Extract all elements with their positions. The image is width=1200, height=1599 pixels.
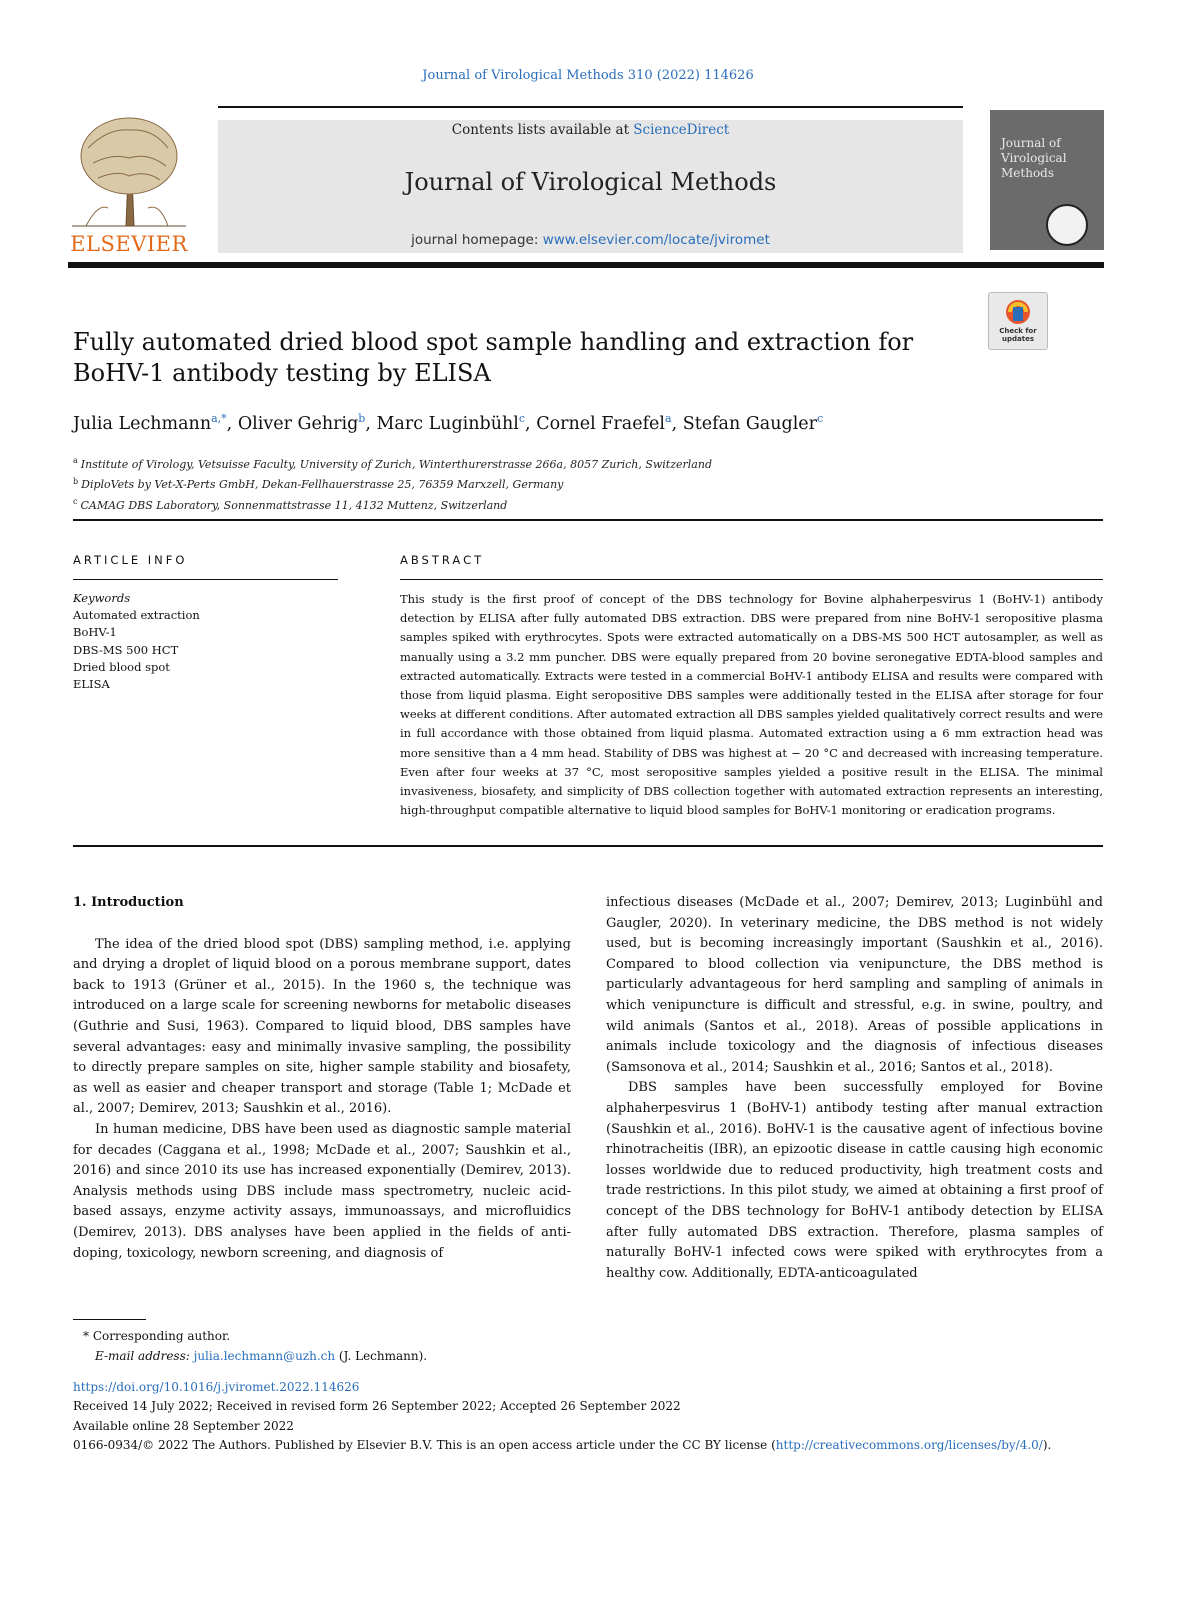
keyword-item: ELISA — [73, 677, 110, 692]
running-head[interactable]: Journal of Virological Methods 310 (2022) 114626 — [422, 68, 754, 83]
author-name[interactable]: Oliver Gehrig — [237, 413, 359, 434]
corresponding-author-note: * Corresponding author. — [83, 1329, 231, 1343]
keyword-item: Automated extraction — [73, 608, 200, 623]
affiliation-text: Institute of Virology, Vetsuisse Faculty, University of Zurich, Winterthurerstrasse 266a, 8057 Zurich, Switzerland — [80, 457, 712, 471]
email-line — [73, 1346, 427, 1366]
author-affiliation-marker[interactable]: b — [358, 412, 366, 425]
masthead-top-rule — [218, 106, 963, 108]
elsevier-logo[interactable] — [68, 108, 190, 256]
contents-prefix: Contents lists available at — [451, 122, 634, 138]
author-name[interactable]: Marc Luginbühl — [376, 413, 519, 434]
cover-badge-icon — [1046, 204, 1088, 246]
author-affiliation-marker[interactable]: a — [665, 412, 672, 425]
keywords-label: Keywords — [73, 591, 131, 605]
article-info-heading: ARTICLE INFO — [73, 553, 188, 567]
intro-paragraph-1: The idea of the dried blood spot (DBS) sampling method, i.e. applying and drying a droplet of liquid blood on a porous membrane support, dates back to 1913 (Grüner et al., 2015). In the 1960 s, the technique was introduced on a large scale for screening newborns for metabolic diseases (Guthrie and Susi, 1963). Compared to liquid blood, DBS samples have several advantages: easy and minimally invasive sampling, the possibility to directly prepare samples on site, higher sample stability and biosafety, as well as easier and cheaper transport and storage (Table 1; McDade et al., 2007; Demirev, 2013; Saushkin et al., 2016). — [73, 936, 571, 1117]
article-title: Fully automated dried blood spot sample handling and extraction for BoHV-1 antibody testing by ELISA — [73, 328, 914, 387]
section-heading-introduction: 1. Introduction — [73, 895, 184, 910]
license-line — [73, 1436, 1051, 1455]
affiliation-item — [73, 473, 712, 494]
body-right-column — [606, 893, 1103, 1284]
author-affiliation-marker[interactable]: c — [817, 412, 824, 425]
author-affiliation-marker[interactable]: a,* — [211, 412, 227, 425]
author-affiliation-marker[interactable]: c — [518, 412, 526, 425]
intro-paragraph-3: infectious diseases (McDade et al., 2007; Demirev, 2013; Luginbühl and Gaugler, 2020). In veterinary medicine, the DBS method is not widely used, but is becoming increasingly important (Saushkin et al., 2016). Compared to blood collection via venipuncture, the DBS method is particularly advantageous for herd sampling and sampling of animals in which venipuncture is difficult and stressful, e.g. in swine, poultry, and wild animals (Santos et al., 2018). Areas of possible applications in animals include toxicology and the diagnosis of infectious diseases (Samsonova et al., 2014; Saushkin et al., 2016; Santos et al., 2018). — [606, 895, 1103, 1075]
header-rule — [73, 519, 1103, 521]
crossmark-label: Check for updates — [999, 327, 1037, 343]
doi-link[interactable]: https://doi.org/10.1016/j.jviromet.2022.114626 — [73, 1380, 360, 1394]
abstract-text: This study is the first proof of concept of the DBS technology for Bovine alphaherpesvirus 1 (BoHV-1) antibody detection by ELISA after fully automated DBS extraction. DBS were prepared from nine BoHV-1 seropositive plasma samples spiked with erythrocytes. Spots were extracted automatically on a DBS-MS 500 HCT autosampler, as well as manually using a 3.2 mm puncher. DBS were equally prepared from 20 bovine seronegative EDTA-blood samples and extracted automatically. Extracts were tested in a commercial BoHV-1 antibody ELISA and results were compared with those from liquid plasma. Eight seropositive DBS samples were additionally tested in the ELISA after storage for four weeks at different conditions. After automated extraction all DBS samples yielded qualitatively correct results and were in full accordance with those obtained from liquid plasma. Automated extraction using a 6 mm extraction head was more sensitive than a 4 mm head. Stability of DBS was highest at − 20 °C and decreased with increasing temperature. Even after four weeks at 37 °C, most seropositive samples yielded a positive result in the ELISA. The minimal invasiveness, biosafety, and simplicity of DBS collection together with automated extraction represents an interesting, high-throughput compatible alternative to liquid blood samples for BoHV-1 monitoring or eradication programs. — [400, 592, 1103, 818]
intro-paragraph-2: In human medicine, DBS have been used as diagnostic sample material for decades (Caggana et al., 1998; McDade et al., 2007; Saushkin et al., 2016) and since 2010 its use has increased exponentially (Demirev, 2013). Analysis methods using DBS include mass spectrometry, nucleic acid-based assays, enzyme activity assays, immunoassays, and microfluidics (Demirev, 2013). DBS analyses have been applied in the fields of anti-doping, toxicology, newborn screening, and diagnosis of — [73, 1121, 571, 1261]
keyword-item: Dried blood spot — [73, 659, 170, 674]
body-left-column — [73, 893, 571, 1264]
cover-title: Journal of Virological Methods — [1001, 136, 1067, 180]
abstract-bottom-rule — [73, 845, 1103, 847]
elsevier-wordmark: ELSEVIER — [70, 232, 188, 256]
email-link[interactable]: julia.lechmann@uzh.ch — [193, 1349, 336, 1363]
keywords-list — [73, 607, 200, 693]
license-prefix: 0166-0934/© 2022 The Authors. Published by Elsevier B.V. This is an open access article under the CC BY license ( — [73, 1437, 776, 1452]
abstract-rule — [400, 579, 1103, 580]
footnote-block — [73, 1326, 427, 1366]
affiliation-text: CAMAG DBS Laboratory, Sonnenmattstrasse 11, 4132 Muttenz, Switzerland — [80, 498, 508, 512]
affiliation-item — [73, 493, 712, 514]
affiliation-item — [73, 452, 712, 473]
footnote-rule — [73, 1319, 146, 1320]
keywords-block — [73, 590, 200, 693]
author-name[interactable]: Stefan Gaugler — [682, 413, 818, 434]
publication-meta — [73, 1378, 1051, 1455]
check-for-updates-button[interactable] — [988, 292, 1048, 350]
available-online: Available online 28 September 2022 — [73, 1418, 294, 1433]
keyword-item: BoHV-1 — [73, 625, 117, 640]
homepage-line — [218, 232, 963, 248]
author-list — [73, 412, 823, 434]
homepage-prefix: journal homepage: — [411, 232, 543, 248]
article-info-rule — [73, 579, 338, 580]
author-separator: , — [365, 413, 377, 434]
author-name[interactable]: Cornel Fraefel — [536, 413, 665, 434]
author-separator: , — [671, 413, 683, 434]
masthead-bottom-rule — [68, 262, 1104, 268]
affiliation-list — [73, 452, 712, 514]
author-separator: , — [525, 413, 537, 434]
author-separator: , — [226, 413, 238, 434]
abstract-heading: ABSTRACT — [400, 553, 485, 567]
affiliation-key: a — [73, 456, 78, 465]
affiliation-key: b — [73, 476, 79, 486]
email-label: E-mail address: — [95, 1349, 194, 1363]
received-dates: Received 14 July 2022; Received in revised form 26 September 2022; Accepted 26 September 2022 — [73, 1399, 681, 1414]
license-link[interactable]: http://creativecommons.org/licenses/by/4.0/ — [775, 1437, 1043, 1452]
intro-paragraph-4: DBS samples have been successfully employed for Bovine alphaherpesvirus 1 (BoHV-1) antibody testing after manual extraction (Saushkin et al., 2016). BoHV-1 is the causative agent of infectious bovine rhinotracheitis (IBR), an epizootic disease in cattle causing high economic losses worldwide due to reduced productivity, high treatment costs and trade restrictions. In this pilot study, we aimed at obtaining a first proof of concept of the DBS technology for BoHV-1 antibody detection by ELISA after fully automated DBS extraction. Therefore, plasma samples of naturally BoHV-1 infected cows were spiked with erythrocytes from a healthy cow. Additionally, EDTA-anticoagulated — [606, 1080, 1103, 1281]
email-suffix: (J. Lechmann). — [335, 1349, 428, 1363]
journal-title: Journal of Virological Methods — [404, 168, 777, 196]
homepage-link[interactable]: www.elsevier.com/locate/jviromet — [542, 232, 770, 248]
journal-banner — [218, 120, 963, 253]
journal-cover[interactable] — [990, 110, 1104, 250]
affiliation-key: c — [73, 497, 78, 507]
keyword-item: DBS-MS 500 HCT — [73, 642, 179, 657]
contents-line — [218, 122, 963, 138]
elsevier-tree-icon — [68, 108, 190, 230]
author-name[interactable]: Julia Lechmann — [73, 413, 212, 434]
sciencedirect-link[interactable]: ScienceDirect — [633, 122, 730, 138]
license-suffix: ). — [1042, 1437, 1052, 1452]
affiliation-text: DiploVets by Vet-X-Perts GmbH, Dekan-Fellhauerstrasse 25, 76359 Marxzell, Germany — [81, 478, 564, 492]
